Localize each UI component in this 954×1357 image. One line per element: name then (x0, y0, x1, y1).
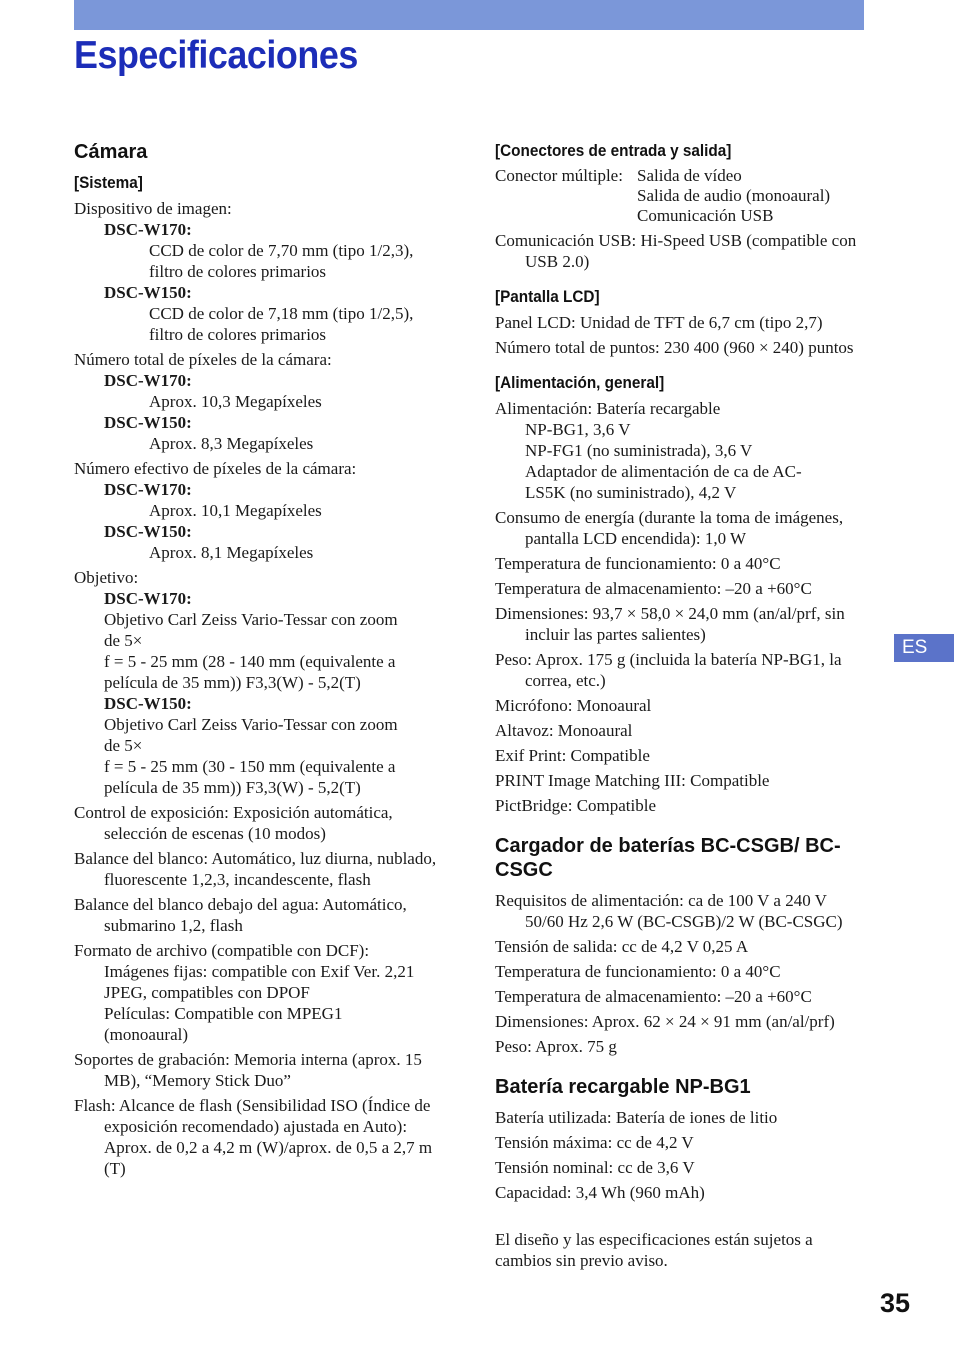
spec-battery-capacity: Capacidad: 3,4 Wh (960 mAh) (495, 1183, 705, 1202)
spec-value: Imágenes fijas: compatible con Exif Ver. 2,21 (104, 962, 415, 981)
spec-value: Aprox. 8,3 Megapíxeles (149, 434, 314, 453)
spec-label: Conector múltiple: (495, 166, 623, 185)
header-bar (74, 0, 864, 30)
spec-value: Aprox. de 0,2 a 4,2 m (W)/aprox. de 0,5 a 2,7 m (T) (104, 1138, 433, 1178)
spec-battery-max-voltage: Tensión máxima: cc de 4,2 V (495, 1133, 694, 1152)
spec-value: película de 35 mm)) F3,3(W) - 5,2(T) (104, 778, 361, 797)
spec-pim: PRINT Image Matching III: Compatible (495, 771, 770, 790)
spec-value: JPEG, compatibles con DPOF (104, 983, 310, 1002)
section-heading-battery: Batería recargable NP-BG1 (495, 1076, 751, 1098)
spec-effective-pixels-label: Número efectivo de píxeles de la cámara: (74, 459, 357, 478)
spec-value: filtro de colores primarios (149, 262, 327, 281)
model-label: DSC-W170: (104, 589, 192, 608)
spec-charger-op-temp: Temperatura de funcionamiento: 0 a 40°C (495, 962, 781, 981)
section-heading-camera: Cámara (74, 141, 148, 163)
spec-value: Aprox. 8,1 Megapíxeles (149, 543, 314, 562)
model-label: DSC-W170: (104, 480, 192, 499)
spec-power: Alimentación: Batería recargable (495, 399, 721, 418)
spec-lcd-dots: Número total de puntos: 230 400 (960 × 240) puntos (495, 338, 854, 357)
spec-flash: Flash: Alcance de flash (Sensibilidad ISO (Índice de exposición recomendado) ajustada en Auto): (74, 1096, 431, 1136)
spec-value: LS5K (no suministrado), 4,2 V (525, 483, 737, 502)
spec-white-balance: Balance del blanco: Automático, luz diurna, nublado, fluorescente 1,2,3, incandescente, flash (74, 849, 437, 889)
spec-value: Adaptador de alimentación de ca de AC- (525, 462, 802, 481)
spec-value: Comunicación USB (637, 206, 774, 225)
language-tab: ES (894, 634, 954, 662)
section-heading-charger: Cargador de baterías BC-CSGB/ BC-CSGC (495, 835, 841, 881)
spec-value: de 5× (104, 631, 143, 650)
spec-file-format: Formato de archivo (compatible con DCF): (74, 941, 370, 960)
right-column (495, 140, 867, 1271)
subheading-power: [Alimentación, general] (495, 373, 665, 392)
spec-value: filtro de colores primarios (149, 325, 327, 344)
spec-speaker: Altavoz: Monoaural (495, 721, 633, 740)
spec-value: (monoaural) (104, 1025, 189, 1044)
spec-charger-dimensions: Dimensiones: Aprox. 62 × 24 × 91 mm (an/al/prf) (495, 1012, 835, 1031)
spec-media: Soportes de grabación: Memoria interna (aprox. 15 MB), “Memory Stick Duo” (74, 1050, 422, 1090)
spec-value: NP-FG1 (no suministrada), 3,6 V (525, 441, 753, 460)
page-number: 35 (880, 1288, 911, 1318)
model-label: DSC-W150: (104, 694, 192, 713)
model-label: DSC-W170: (104, 371, 192, 390)
spec-battery-type: Batería utilizada: Batería de iones de litio (495, 1108, 778, 1127)
spec-image-device-label: Dispositivo de imagen: (74, 199, 232, 218)
spec-multi-connector (495, 166, 867, 226)
spec-exposure: Control de exposición: Exposición automática, selección de escenas (10 modos) (74, 803, 393, 843)
spec-storage-temp: Temperatura de almacenamiento: –20 a +60°C (495, 579, 812, 598)
spec-charger-requirements: Requisitos de alimentación: ca de 100 V a 240 V 50/60 Hz 2,6 W (BC-CSGB)/2 W (BC-CSGC) (495, 891, 843, 931)
spec-value: Objetivo Carl Zeiss Vario-Tessar con zoom (104, 610, 398, 629)
model-label: DSC-W150: (104, 413, 192, 432)
spec-charger-output: Tensión de salida: cc de 4,2 V 0,25 A (495, 937, 749, 956)
spec-value: Aprox. 10,3 Megapíxeles (149, 392, 322, 411)
spec-dimensions: Dimensiones: 93,7 × 58,0 × 24,0 mm (an/al/prf, sin incluir las partes salientes) (495, 604, 845, 644)
page-title: Especificaciones (74, 34, 358, 77)
spec-value: película de 35 mm)) F3,3(W) - 5,2(T) (104, 673, 361, 692)
spec-consumption: Consumo de energía (durante la toma de imágenes, pantalla LCD encendida): 1,0 W (495, 508, 844, 548)
spec-weight: Peso: Aprox. 175 g (incluida la batería NP-BG1, la correa, etc.) (495, 650, 842, 690)
subheading-lcd: [Pantalla LCD] (495, 287, 600, 306)
spec-usb: Comunicación USB: Hi-Speed USB (compatible con USB 2.0) (495, 231, 857, 271)
spec-value: de 5× (104, 736, 143, 755)
subheading-system: [Sistema] (74, 173, 143, 192)
spec-lens-label: Objetivo: (74, 568, 139, 587)
spec-value: NP-BG1, 3,6 V (525, 420, 631, 439)
spec-value: CCD de color de 7,18 mm (tipo 1/2,5), (149, 304, 414, 323)
spec-value: CCD de color de 7,70 mm (tipo 1/2,3), (149, 241, 414, 260)
spec-charger-storage-temp: Temperatura de almacenamiento: –20 a +60°C (495, 987, 812, 1006)
footer-note: El diseño y las especificaciones están sujetos a cambios sin previo aviso. (495, 1230, 813, 1270)
spec-value: Salida de audio (monoaural) (637, 186, 831, 205)
spec-pictbridge: PictBridge: Compatible (495, 796, 657, 815)
spec-total-pixels-label: Número total de píxeles de la cámara: (74, 350, 332, 369)
spec-value: f = 5 - 25 mm (28 - 140 mm (equivalente a (104, 652, 396, 671)
spec-exif: Exif Print: Compatible (495, 746, 650, 765)
model-label: DSC-W150: (104, 283, 192, 302)
model-label: DSC-W150: (104, 522, 192, 541)
spec-mic: Micrófono: Monoaural (495, 696, 652, 715)
subheading-connectors: [Conectores de entrada y salida] (495, 141, 732, 160)
spec-op-temp: Temperatura de funcionamiento: 0 a 40°C (495, 554, 781, 573)
left-column (74, 140, 444, 1179)
model-label: DSC-W170: (104, 220, 192, 239)
spec-battery-nominal-voltage: Tensión nominal: cc de 3,6 V (495, 1158, 695, 1177)
spec-value: Películas: Compatible con MPEG1 (104, 1004, 343, 1023)
spec-value: f = 5 - 25 mm (30 - 150 mm (equivalente a (104, 757, 396, 776)
spec-value: Objetivo Carl Zeiss Vario-Tessar con zoom (104, 715, 398, 734)
spec-charger-weight: Peso: Aprox. 75 g (495, 1037, 617, 1056)
spec-value: Aprox. 10,1 Megapíxeles (149, 501, 322, 520)
spec-lcd-panel: Panel LCD: Unidad de TFT de 6,7 cm (tipo 2,7) (495, 313, 823, 332)
spec-value: Salida de vídeo (637, 166, 742, 185)
spec-underwater-wb: Balance del blanco debajo del agua: Automático, submarino 1,2, flash (74, 895, 407, 935)
